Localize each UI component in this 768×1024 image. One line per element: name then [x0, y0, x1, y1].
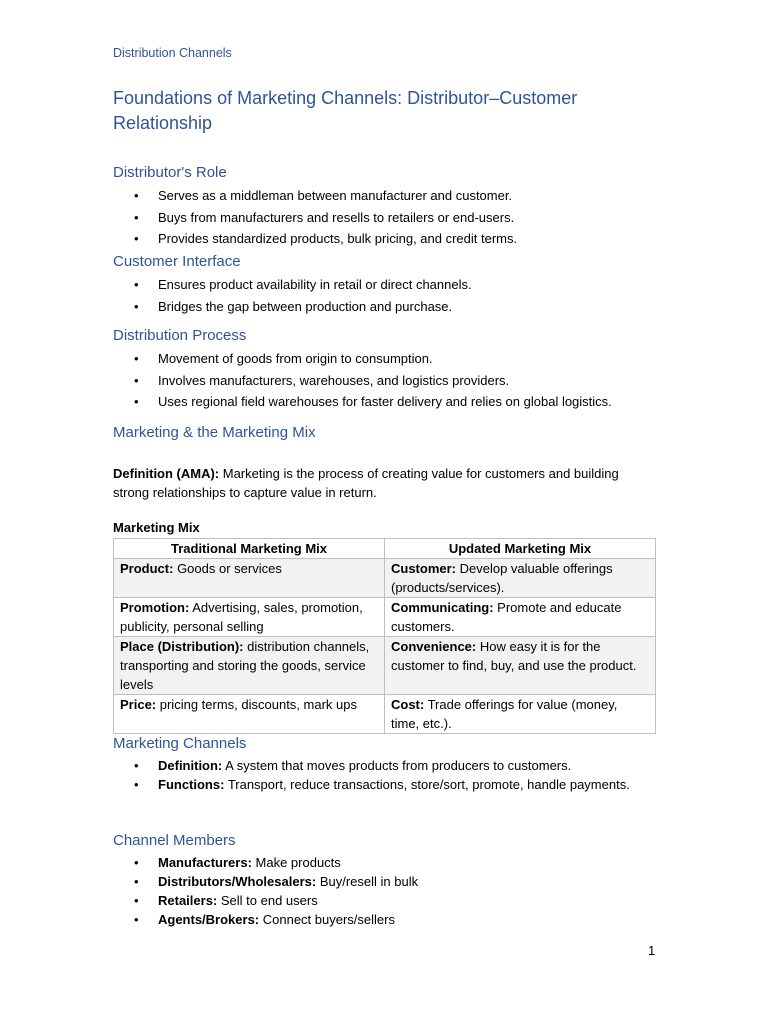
- list-item: • Movement of goods from origin to consumption.: [134, 351, 433, 366]
- distributor-role-list: [113, 186, 658, 251]
- section-heading-channel-members: Channel Members: [113, 832, 236, 849]
- list-item: • Provides standardized products, bulk pricing, and credit terms.: [134, 231, 518, 246]
- list-item: • Distributors/Wholesalers: Buy/resell in bulk: [134, 874, 419, 889]
- table-cell: Convenience: How easy it is for the customer to find, buy, and use the product.: [385, 637, 656, 695]
- section-heading-customer-interface: Customer Interface: [113, 253, 241, 270]
- table-cell: Place (Distribution): distribution channels, transporting and storing the goods, service levels: [114, 637, 385, 695]
- page-title: Foundations of Marketing Channels: Distributor–Customer Relationship: [113, 88, 578, 133]
- list-item: • Manufacturers: Make products: [134, 855, 341, 870]
- list-item: • Buys from manufacturers and resells to retailers or end-users.: [134, 209, 515, 225]
- table-cell: Product: Goods or services: [114, 559, 385, 598]
- marketing-mix-table: [113, 538, 656, 734]
- list-item: • Bridges the gap between production and purchase.: [134, 298, 453, 314]
- column-header-updated: Updated Marketing Mix: [385, 539, 656, 559]
- table-cell: Customer: Develop valuable offerings (products/services).: [385, 559, 656, 598]
- column-header-traditional: Traditional Marketing Mix: [114, 539, 385, 559]
- bullet-icon: •: [134, 777, 139, 792]
- table-title: Marketing Mix: [113, 520, 200, 535]
- customer-interface-list: [113, 275, 658, 318]
- marketing-channels-list: [113, 756, 658, 794]
- distribution-process-list: [113, 349, 658, 414]
- table-row: [114, 559, 656, 598]
- list-item: • Ensures product availability in retail or direct channels.: [134, 277, 472, 292]
- definition-text: Marketing is the process of creating value for customers and building strong relationships to capture value in return.: [113, 466, 619, 500]
- table-row: [114, 598, 656, 637]
- definition-label: Definition (AMA):: [113, 466, 220, 481]
- bullet-icon: •: [134, 277, 139, 292]
- bullet-icon: •: [134, 893, 139, 908]
- bullet-icon: •: [134, 372, 139, 388]
- bullet-icon: •: [134, 874, 139, 889]
- section-heading-marketing-mix: Marketing & the Marketing Mix: [113, 424, 316, 441]
- table-cell: Cost: Trade offerings for value (money, time, etc.).: [385, 695, 656, 734]
- section-heading-distributors-role: Distributor's Role: [113, 164, 227, 181]
- bullet-icon: •: [134, 209, 139, 225]
- bullet-icon: •: [134, 394, 139, 409]
- list-item: • Retailers: Sell to end users: [134, 893, 318, 908]
- table-row: [114, 695, 656, 734]
- list-item: • Functions: Transport, reduce transactions, store/sort, promote, handle payments.: [134, 777, 630, 792]
- table-cell: Price: pricing terms, discounts, mark ups: [114, 695, 385, 734]
- list-item: • Involves manufacturers, warehouses, and logistics providers.: [134, 372, 510, 388]
- ama-definition-paragraph: [113, 464, 658, 502]
- bullet-icon: •: [134, 231, 139, 246]
- running-header: Distribution Channels: [113, 46, 232, 60]
- list-item: • Definition: A system that moves products from producers to customers.: [134, 758, 572, 773]
- section-heading-marketing-channels: Marketing Channels: [113, 735, 247, 752]
- bullet-icon: •: [134, 855, 139, 870]
- list-item: • Uses regional field warehouses for faster delivery and relies on global logistics.: [134, 394, 612, 409]
- list-item: • Agents/Brokers: Connect buyers/sellers: [134, 912, 395, 927]
- section-heading-distribution-process: Distribution Process: [113, 327, 247, 344]
- bullet-icon: •: [134, 912, 139, 927]
- bullet-icon: •: [134, 758, 139, 773]
- bullet-icon: •: [134, 351, 139, 366]
- bullet-icon: •: [134, 188, 139, 203]
- table-cell: Promotion: Advertising, sales, promotion, publicity, personal selling: [114, 598, 385, 637]
- list-item: • Serves as a middleman between manufacturer and customer.: [134, 188, 513, 203]
- table-header-row: [114, 539, 656, 559]
- table-row: [114, 637, 656, 695]
- channel-members-list: [113, 853, 658, 929]
- bullet-icon: •: [134, 298, 139, 314]
- page-number: 1: [648, 943, 656, 958]
- table-cell: Communicating: Promote and educate customers.: [385, 598, 656, 637]
